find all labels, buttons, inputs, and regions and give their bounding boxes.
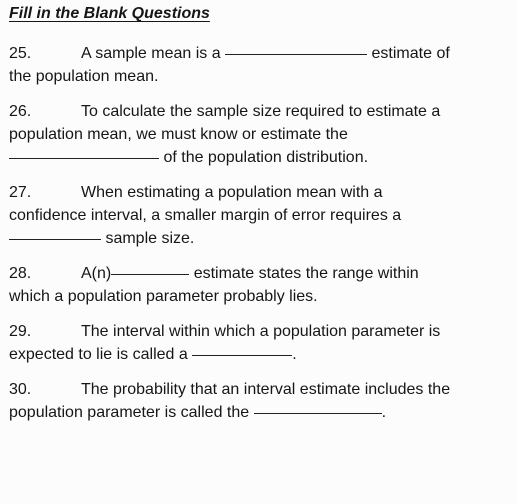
question-number: 29.	[9, 323, 32, 340]
question-line	[9, 146, 507, 169]
question-30	[9, 378, 507, 424]
question-number: 26.	[9, 103, 32, 120]
question-text: sample size.	[105, 230, 195, 247]
question-line	[9, 320, 507, 343]
question-text: .	[381, 404, 387, 421]
answer-blank[interactable]	[9, 157, 159, 159]
question-text: The interval within which a population parameter is	[81, 323, 441, 340]
question-text: population mean, we must know or estimate the	[9, 126, 348, 143]
question-text: population parameter is called the	[9, 404, 250, 421]
question-line	[9, 100, 507, 123]
question-line	[9, 378, 507, 401]
question-number: 28.	[9, 265, 32, 282]
question-text: When estimating a population mean with a	[81, 184, 383, 201]
question-25	[9, 42, 507, 88]
question-text: The probability that an interval estimate includes the	[81, 381, 451, 398]
question-line	[9, 262, 507, 285]
question-26	[9, 100, 507, 169]
question-text: the population mean.	[9, 68, 159, 85]
answer-blank[interactable]	[9, 238, 101, 240]
question-text: confidence interval, a smaller margin of error requires a	[9, 207, 402, 224]
answer-blank[interactable]	[111, 273, 189, 275]
question-text: expected to lie is called a	[9, 346, 188, 363]
question-text: A(n)	[81, 265, 112, 282]
answer-blank[interactable]	[192, 354, 292, 356]
question-text: To calculate the sample size required to estimate a	[81, 103, 441, 120]
question-line	[9, 343, 507, 366]
question-number: 27.	[9, 184, 32, 201]
question-text: estimate states the range within	[193, 265, 419, 282]
question-line	[9, 401, 507, 424]
question-27	[9, 181, 507, 250]
question-number: 30.	[9, 381, 32, 398]
question-29	[9, 320, 507, 366]
question-number: 25.	[9, 45, 32, 62]
question-text: of the population distribution.	[163, 149, 369, 166]
worksheet-title: Fill in the Blank Questions	[9, 5, 210, 22]
question-text: A sample mean is a	[81, 45, 221, 62]
question-text: which a population parameter probably lies.	[9, 288, 318, 305]
question-text: estimate of	[371, 45, 450, 62]
question-text: .	[292, 346, 297, 363]
answer-blank[interactable]	[225, 53, 367, 55]
answer-blank[interactable]	[254, 412, 382, 414]
question-line	[9, 42, 507, 65]
question-line	[9, 181, 507, 204]
question-28	[9, 262, 507, 308]
question-line	[9, 227, 507, 250]
